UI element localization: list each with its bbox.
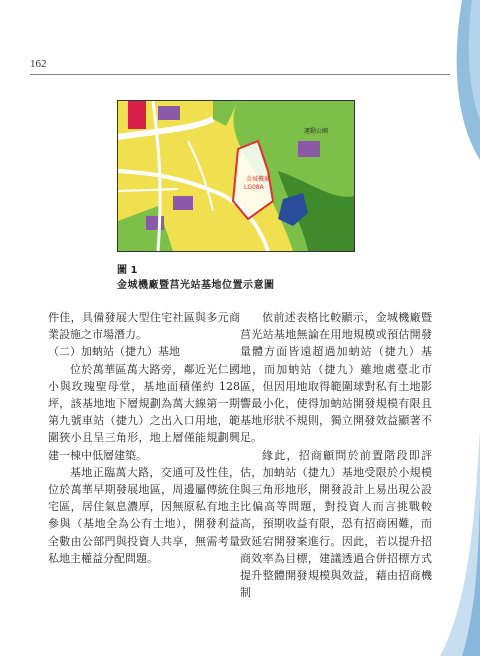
left-column xyxy=(48,309,240,567)
location-map xyxy=(117,100,355,252)
figure-label: 圖 1 xyxy=(117,265,138,276)
map-public-block-1 xyxy=(158,106,180,120)
map-park-label: 運動公園 xyxy=(304,128,329,135)
paragraph: 基地正臨萬大路，交通可及性佳，位於萬華早期發展地區，周邊屬傳統住宅區，居住氣息濃厚，因無原私有地主參與（基地全為公有土地），開發利益全數由公部門與投資人共享，無需考量私地主權益分配問題。 xyxy=(48,465,240,565)
right-column xyxy=(240,309,432,601)
map-commercial-block xyxy=(128,101,146,129)
map-public-block-4 xyxy=(146,216,164,230)
page-number: 162 xyxy=(30,58,47,70)
paragraph: 緣此，招商顧問於前置階段即評估，加蚋站（捷九）基地受限於小規模與三角形地形，開發設計上易出現公設比偏高等問題，對投資人而言挑戰較高，預期收益有限，恐有招商困難，而致延宕開發案進行。因此，若以提升招商效率為目標，建議透過合併招標方式提升整體開發規模與效益，藉由招商機制 xyxy=(240,448,432,600)
map-site-label: 金城機廠 xyxy=(246,176,271,183)
map-public-block-2 xyxy=(298,141,320,157)
header-rule xyxy=(30,74,450,75)
paragraph: 位於萬華區萬大路旁，鄰近光仁國小與玫瑰聖母堂，基地面積僅約 128 坪，該基地地下層規劃為萬大線第一期第九號車站（捷九）之出入口用地，範圍狹小且呈三角形，地上層僅能規劃興建一棟中低層建築。 xyxy=(48,362,240,462)
map-site-code-label: LG08A xyxy=(244,184,264,191)
map-public-block-3 xyxy=(173,196,193,210)
section-heading: （二）加蚋站（捷九）基地 xyxy=(48,345,180,359)
paragraph: 依前述表格比較顯示，金城機廠暨莒光站基地無論在用地規模或預估開發量體方面皆遠超過加蚋站（捷九）基地，而加蚋站（捷九）雖地處臺北市區，但因用地取得範圍球對私有土地影響最小化，使得加蚋站開發規模有限且基地形狀不規則，獨立開發效益顯著不足。 xyxy=(240,311,432,445)
paragraph-continuation: 件佳，具備發展大型住宅社區與多元商業設施之市場潛力。 xyxy=(48,311,240,342)
figure-title: 金城機廠暨莒光站基地位置示意圖 xyxy=(117,280,275,291)
